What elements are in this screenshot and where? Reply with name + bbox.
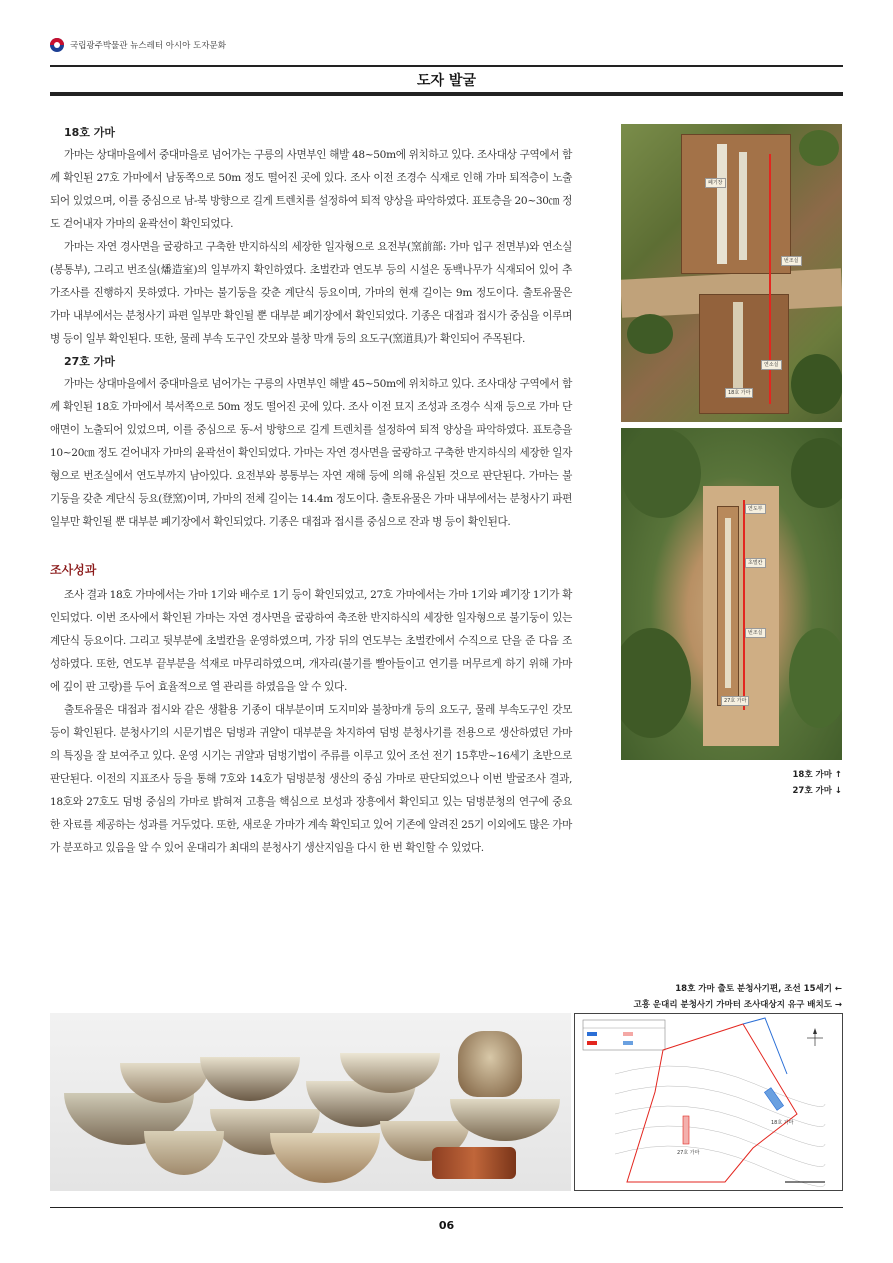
- results-paragraph-1: 조사 결과 18호 가마에서는 가마 1기와 배수로 1기 등이 확인되었고, 27호 가마에서는 가마 1기와 폐기장 1기가 확인되었다. 이번 조사에서 확인된 가마는 자연 경사면을 굴광하여 축조한 반지하식의 세장한 일자형으로 불기둥이 있는 계단식 등요이다. 그리고 뒷부분에 초벌칸을 운영하였으며, 가장 뒤의 연도부는 초벌칸에서 수직으로 단을 준 다음 조성하였다. 또한, 연도부 끝부분을 석재로 마무리하였으며, 개자리(불기를 빨아들이고 연기를 머무르게 하기 위해 가마에 깊이 판 고랑)를 두어 효율적으로 열 관리를 하였음을 알 수 있다.: [50, 589, 572, 693]
- tree-canopy: [799, 130, 839, 166]
- plan-blue-boundary: [743, 1018, 787, 1074]
- article-body: [50, 122, 572, 860]
- plan-legend-swatch: [587, 1032, 597, 1036]
- kiln27-caption: 27호 가마 ↓: [792, 786, 842, 796]
- jar-sherd: [458, 1031, 522, 1097]
- plan-legend-swatch: [587, 1041, 597, 1045]
- bowl-sherd: [200, 1057, 300, 1101]
- tree-canopy: [621, 628, 691, 738]
- section-title-bar: [50, 65, 843, 96]
- plan-label-k18: 18호 가마: [771, 1120, 794, 1126]
- tree-canopy: [789, 628, 842, 728]
- tree-canopy: [791, 354, 842, 414]
- kiln27-aerial-photo: [621, 428, 842, 760]
- kiln-axis-line: [743, 500, 745, 710]
- wall-line-1: [717, 144, 727, 264]
- plan-kiln18: [764, 1088, 783, 1111]
- photo-tag: 연소실: [761, 360, 782, 370]
- kiln18-heading: 18호 가마: [64, 126, 116, 139]
- photo-tag: 폐기장: [705, 178, 726, 188]
- photo-tag: 연도부: [745, 504, 766, 514]
- wall-line-2: [739, 152, 747, 260]
- site-plan-drawing: [574, 1013, 843, 1191]
- taegeuk-logo-icon: [50, 38, 64, 52]
- footer-rule: [50, 1207, 843, 1208]
- buncheong-sherds-photo: [50, 1013, 571, 1191]
- kiln-floor: [725, 518, 731, 688]
- site-plan-svg: [575, 1014, 842, 1190]
- publication-name: 국립광주박물관 뉴스레터 아시아 도자문화: [70, 41, 226, 51]
- kiln18-caption: 18호 가마 ↑: [792, 770, 842, 780]
- photo-tag: 27호 가마: [721, 696, 749, 706]
- plan-label-k27: 27호 가마: [677, 1150, 700, 1156]
- results-paragraph-2: 출토유물은 대접과 접시와 같은 생활용 기종이 대부분이며 도지미와 불창마개 등의 요도구, 물레 부속도구인 갓모 등이 확인된다. 분청사기의 시문기법은 덤벙과 귀얄이 대부분을 차지하여 덤벙 분청사기를 전용으로 생산하였던 가마의 특징을 잘 보여주고 있다. 운영 시기는 귀얄과 덤벙기법이 주류를 이루고 있어 조선 전기 15후반~16세기 초반으로 판단된다. 이전의 지표조사 등을 통해 7호와 14호가 덤벙분청 생산의 중심 가마로 판단되었으나 이번 발굴조사 결과, 18호와 27호도 덤벙 중심의 가마로 밝혀져 고흥을 핵심으로 보성과 장흥에서 확인되고 있는 덤벙분청의 연구에 중요한 자료를 제공하는 성과를 거두었다. 또한, 새로운 가마가 계속 확인되고 있어 기존에 알려진 25기 이외에도 많은 가마가 분포하고 있음을 알 수 있어 운대리가 최대의 분청사기 생산지임을 다시 한 번 확인할 수 있었다.: [50, 704, 572, 854]
- ceramics-caption: 18호 가마 출토 분청사기편, 조선 15세기 ←: [675, 984, 842, 994]
- tree-canopy: [621, 428, 701, 518]
- photo-tag: 초벌칸: [745, 558, 766, 568]
- section-title: 도자 발굴: [417, 72, 476, 89]
- kiln18-aerial-photo: [621, 124, 842, 422]
- bowl-sherd: [144, 1131, 224, 1175]
- upper-trench: [681, 134, 791, 274]
- plan-contours: [615, 1066, 825, 1187]
- bowl-sherd: [270, 1133, 380, 1183]
- photo-tag: 번조실: [781, 256, 802, 266]
- newsletter-header: [50, 34, 843, 56]
- page-number: 06: [438, 1219, 455, 1232]
- bottom-figure-captions: [634, 981, 842, 1013]
- plan-legend-swatch: [623, 1041, 633, 1045]
- spur-ring-sherd: [432, 1147, 516, 1179]
- kiln18-paragraph-2: 가마는 자연 경사면을 굴광하고 구축한 반지하식의 세장한 일자형으로 요전부(窯前部: 가마 입구 전면부)와 연소실(봉통부), 그리고 번조실(燔造室)의 일부까지 확인하였다. 초벌칸과 연도부 등의 시설은 동백나무가 식재되어 있어 추가조사를 진행하지 못하였다. 가마는 불기둥을 갖춘 계단식 등요이며, 가마의 현재 길이는 9m 정도이다. 출토유물은 가마 내부에서는 분청사기 파편 일부만 확인될 뿐 대부분 폐기장에서 확인되었다. 기종은 대접과 접시가 중심을 이루며 병 등이 일부 확인된다. 또한, 물레 부속 도구인 갓모와 불창 막개 등의 요도구(窯道具)가 확인되어 주목된다.: [50, 241, 572, 345]
- kiln27-heading: 27호 가마: [64, 355, 116, 368]
- tree-canopy: [791, 438, 842, 508]
- aerial-photo-captions: [792, 767, 842, 799]
- results-heading: 조사성과: [50, 563, 97, 577]
- photo-tag: 번조실: [745, 628, 766, 638]
- kiln18-paragraph-1: 가마는 상대마을에서 중대마을로 넘어가는 구릉의 사면부인 해발 48~50m에 위치하고 있다. 조사대상 구역에서 함께 확인된 27호 가마에서 남동쪽으로 50m 정도 떨어진 곳에 있다. 조사 이전 조경수 식재로 인해 가마 퇴적층이 노출되어 있었으며, 이를 중심으로 남-북 방향으로 길게 트렌치를 설정하여 퇴적 양상을 파악하였다. 표토층을 20~30㎝ 정도 걷어내자 가마의 윤곽선이 확인되었다.: [50, 149, 572, 230]
- site-plan-caption: 고흥 운대리 분청사기 가마터 조사대상지 유구 배치도 →: [633, 1000, 842, 1010]
- photo-tag: 18호 가마: [725, 388, 753, 398]
- kiln27-paragraph-1: 가마는 상대마을에서 중대마을로 넘어가는 구릉의 사면부인 해발 45~50m에 위치하고 있다. 조사대상 구역에서 함께 확인된 18호 가마에서 북서쪽으로 50m 정도 떨어진 곳에 있다. 조사 이전 묘지 조성과 조경수 식재 등으로 가마 단애면이 노출되어 있었으며, 이를 중심으로 동-서 방향으로 길게 트렌치를 설정하여 퇴적 양상을 파악하였다. 표토층을 10~20㎝ 정도 걷어내자 가마의 윤곽선이 확인되었다. 가마는 자연 경사면을 굴광하고 구축한 반지하식의 세장한 일자형으로 번조실에서 연도부까지 남아있다. 요전부와 봉통부는 자연 재해 등에 의해 유실된 것으로 판단된다. 가마는 불기둥을 갖춘 계단식 등요(登窯)이며, 가마의 전체 길이는 14.4m 정도이다. 출토유물은 가마 내부에서는 분청사기 파편 일부만 확인될 뿐 대부분 폐기장에서 확인되었다. 기종은 대접과 접시를 중심으로 잔과 병 등이 확인된다.: [50, 378, 572, 528]
- tree-canopy: [627, 314, 673, 354]
- kiln-floor: [733, 302, 743, 398]
- plan-legend-swatch: [623, 1032, 633, 1036]
- north-arrow-icon: [807, 1028, 823, 1046]
- excavation-area: [703, 486, 779, 746]
- plan-kiln27: [683, 1116, 689, 1144]
